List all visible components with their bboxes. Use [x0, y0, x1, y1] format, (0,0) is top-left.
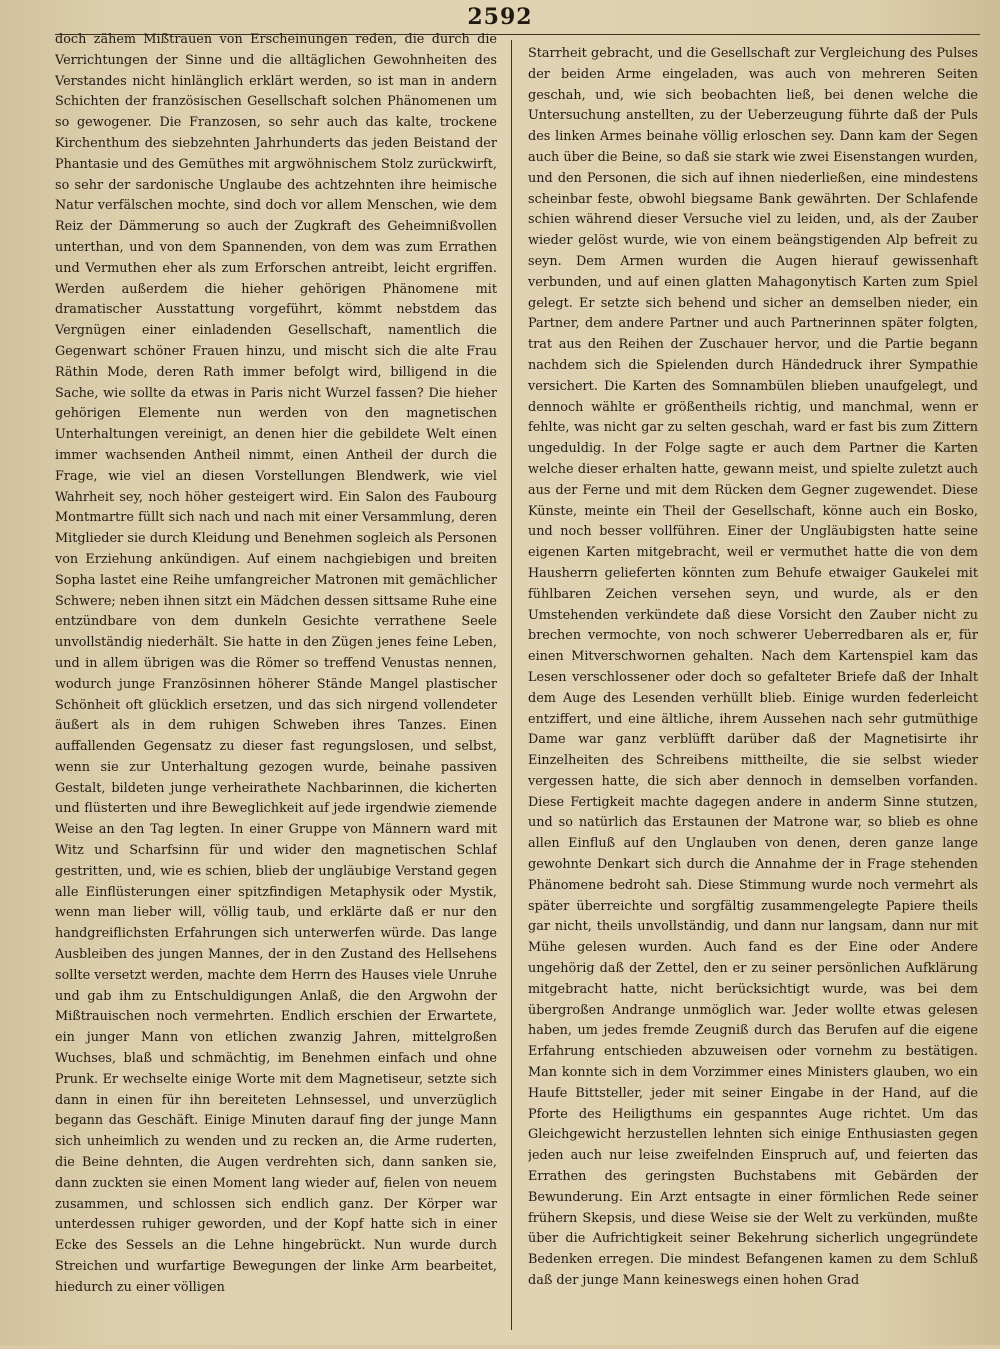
- left-column: [55, 30, 497, 1335]
- left-column-text: doch zähem Mißtrauen von Erscheinungen reden, die durch die Verrichtungen der Sinne und die alltäglichen Gewohnheiten des Verstandes nicht hinlänglich erklärt werden, so ist man in andern Schichten der französischen Gesellschaft solchen Phänomenen um so gewogener. Die Franzosen, so sehr auch das kalte, trockene Kirchenthum des siebzehnten Jahrhunderts das jeden Beistand der Phantasie und des Gemüthes mit argwöhnischem Stolz zurückwirft, so sehr der sardonische Unglaube des achtzehnten ihre heimische Natur verfälschen mochte, sind doch vor allem Menschen, wie dem Reiz der Dämmerung so auch der Zugkraft des Geheimnißvollen unterthan, und von dem Spannenden, von dem was zum Errathen und Vermuthen eher als zum Erforschen antreibt, leicht ergriffen. Werden außerdem die hieher gehörigen Phänomene mit dramatischer Ausstattung vorgeführt, kömmt nebstdem das Vergnügen einer einladenden Gesellschaft, namentlich die Gegenwart schöner Frauen hinzu, und mischt sich die alte Frau Räthin Mode, deren Rath immer befolgt wird, billigend in die Sache, wie sollte da etwas in Paris nicht Wurzel fassen? Die hieher gehörigen Elemente nun werden von den magnetischen Unterhaltungen vereinigt, an denen hier die gebildete Welt einen immer wachsenden Antheil nimmt, einen Antheil der durch die Frage, wie viel an diesen Vorstellungen Blendwerk, wie viel Wahrheit sey, noch höher gesteigert wird. Ein Salon des Faubourg Montmartre füllt sich nach und nach mit einer Versammlung, deren Mitglieder sie durch Kleidung und Benehmen sogleich als Personen von Erziehung ankündigen. Auf einem nachgiebigen und breiten Sopha lastet eine Reihe umfangreicher Matronen mit gemächlicher Schwere; neben ihnen sitzt ein Mädchen dessen sittsame Ruhe eine entzündbare von dem dunkeln Gesichte verrathene Seele unvollständig niederhält. Sie hatte in den Zügen jenes feine Leben, und in allem übrigen was die Römer so treffend Venustas nennen, wodurch junge Französinnen höherer Stände Mangel plastischer Schönheit oft glücklich ersetzen, und das sich nirgend vollendeter äußert als in dem ruhigen Schweben ihres Tanzes. Einen auffallenden Gegensatz zu dieser fast regungslosen, und selbst, wenn sie zur Unterhaltung gezogen wurde, beinahe passiven Gestalt, bildeten junge verheirathete Nachbarinnen, die kicherten und flüsterten und ihre Beweglichkeit auf jede irgendwie ziemende Weise an den Tag legten. In einer Gruppe von Männern ward mit Witz und Scharfsinn für und wider den magnetischen Schlaf gestritten, und, wie es schien, blieb der ungläubige Verstand gegen alle Einflüsterungen einer spitzfindigen Metaphysik oder Mystik, wenn man lieber will, völlig taub, und erklärte daß er nur den handgreiflichsten Erfahrungen sich unterwerfen würde. Das lange Ausbleiben des jungen Mannes, der in den Zustand des Hellsehens sollte versetzt werden, machte dem Herrn des Hauses viele Unruhe und gab ihm zu Entschuldigungen Anlaß, die den Argwohn der Mißtrauischen noch vermehrten. Endlich erschien der Erwartete, ein junger Mann von etlichen zwanzig Jahren, mittelgroßen Wuchses, blaß und schmächtig, im Benehmen einfach und ohne Prunk. Er wechselte einige Worte mit dem Magnetiseur, setzte sich dann in einen für ihn bereiteten Lehnsessel, und unverzüglich begann das Geschäft. Einige Minuten darauf fing der junge Mann sich unheimlich zu wenden und zu recken an, die Arme ruderten, die Beine dehnten, die Augen verdrehten sich, dann sanken sie, dann zuckten sie einen Moment lang wieder auf, fielen von neuem zusammen, und schlossen sich endlich ganz. Der Körper war unterdessen ruhiger geworden, und der Kopf hatte sich in einer Ecke des Sessels an die Lehne hingebrückt. Nun wurde durch Streichen und wurfartige Bewegungen der linke Arm bearbeitet, hiedurch zu einer völligen: [55, 32, 497, 1295]
- column-divider: [511, 40, 512, 1330]
- page-number: 2592: [467, 4, 533, 30]
- right-column: [528, 44, 978, 1349]
- right-column-text: Starrheit gebracht, und die Gesellschaft zur Vergleichung des Pulses der beiden Arme eingeladen, was auch von mehreren Seiten geschah, und, wie sich beobachten ließ, bei denen welche die Untersuchung anstellten, zu der Ueberzeugung führte daß der Puls des linken Armes beinahe völlig erloschen sey. Dann kam der Segen auch über die Beine, so daß sie stark wie zwei Eisenstangen wurden, und den Personen, die sich auf ihnen niederließen, eine mindestens scheinbar feste, obwohl biegsame Bank gewährten. Der Schlafende schien während dieser Versuche viel zu leiden, und, als der Zauber wieder gelöst wurde, wie von einem beängstigenden Alp befreit zu seyn. Dem Armen wurden die Augen hierauf gewissenhaft verbunden, und auf einen glatten Mahagonytisch Karten zum Spiel gelegt. Er setzte sich behend und sicher an demselben nieder, ein Partner, dem andere Partner und auch Partnerinnen später folgten, trat aus den Reihen der Zuschauer hervor, und die Partie begann nachdem sich die Spielenden durch Händedruck ihrer Sympathie versichert. Die Karten des Somnambülen blieben unaufgelegt, und dennoch wählte er größentheils richtig, und manchmal, wenn er fehlte, was nicht gar zu selten geschah, ward er fast bis zum Zittern ungeduldig. In der Folge sagte er auch dem Partner die Karten welche dieser erhalten hatte, gewann meist, und spielte zuletzt auch aus der Ferne und mit dem Rücken dem Gegner zugewendet. Diese Künste, meinte ein Theil der Gesellschaft, könne auch ein Bosko, und noch besser vollführen. Einer der Ungläubigsten hatte seine eigenen Karten mitgebracht, weil er vermuthet hatte die von dem Hausherrn gelieferten könnten zum Behufe etwaiger Gaukelei mit fühlbaren Zeichen versehen seyn, und wurde, als er den Umstehenden verkündete daß diese Vorsicht den Zauber nicht zu brechen vermochte, von noch schwerer Ueberredbaren als er, für einen Mitverschwornen gehalten. Nach dem Kartenspiel kam das Lesen verschlossener oder doch so gefalteter Briefe daß der Inhalt dem Auge des Lesenden verhüllt blieb. Einige wurden federleicht entziffert, und eine ältliche, ihrem Aussehen nach sehr gutmüthige Dame war ganz verblüfft darüber daß der Magnetisirte ihr Einzelheiten des Schreibens mittheilte, die sie selbst wieder vergessen hatte, die sich aber dennoch in demselben vorfanden. Diese Fertigkeit machte dagegen andere in anderm Sinne stutzen, und so natürlich das Erstaunen der Matrone war, so blieb es ohne allen Einfluß auf den Unglauben von denen, deren ganze lange gewohnte Denkart sich durch die Annahme der in Frage stehenden Phänomene bedroht sah. Diese Stimmung wurde noch vermehrt als später überreichte und sorgfältig zusammengelegte Papiere theils gar nicht, theils unvollständig, und dann nur langsam, dann nur mit Mühe gelesen wurden. Auch fand es der Eine oder Andere ungehörig daß der Zettel, den er zu seiner persönlichen Aufklärung mitgebracht hatte, nicht berücksichtigt wurde, was bei dem übergroßen Andrange unmöglich war. Jeder wollte etwas gelesen haben, um jedes fremde Zeugniß durch das Berufen auf die eigene Erfahrung entschieden abzuweisen oder vornehm zu bestätigen. Man konnte sich in dem Vorzimmer eines Ministers glauben, wo ein Haufe Bittsteller, jeder mit seiner Eingabe in der Hand, auf die Pforte des Heiligthums ein gespanntes Auge richtet. Um das Gleichgewicht herzustellen lehnten sich einige Enthusiasten gegen jeden auch nur leise zweifelnden Einspruch auf, und feierten das Errathen des geringsten Buchstabens mit Gebärden der Bewunderung. Ein Arzt entsagte in einer förmlichen Rede seiner frühern Skepsis, und diese Weise sie der Welt zu verkünden, mußte über die Aufrichtigkeit seiner Bekehrung sicherlich ungegründete Bedenken erregen. Die mindest Befangenen kamen zu dem Schluß daß der junge Mann keineswegs einen hohen Grad: [528, 46, 978, 1289]
